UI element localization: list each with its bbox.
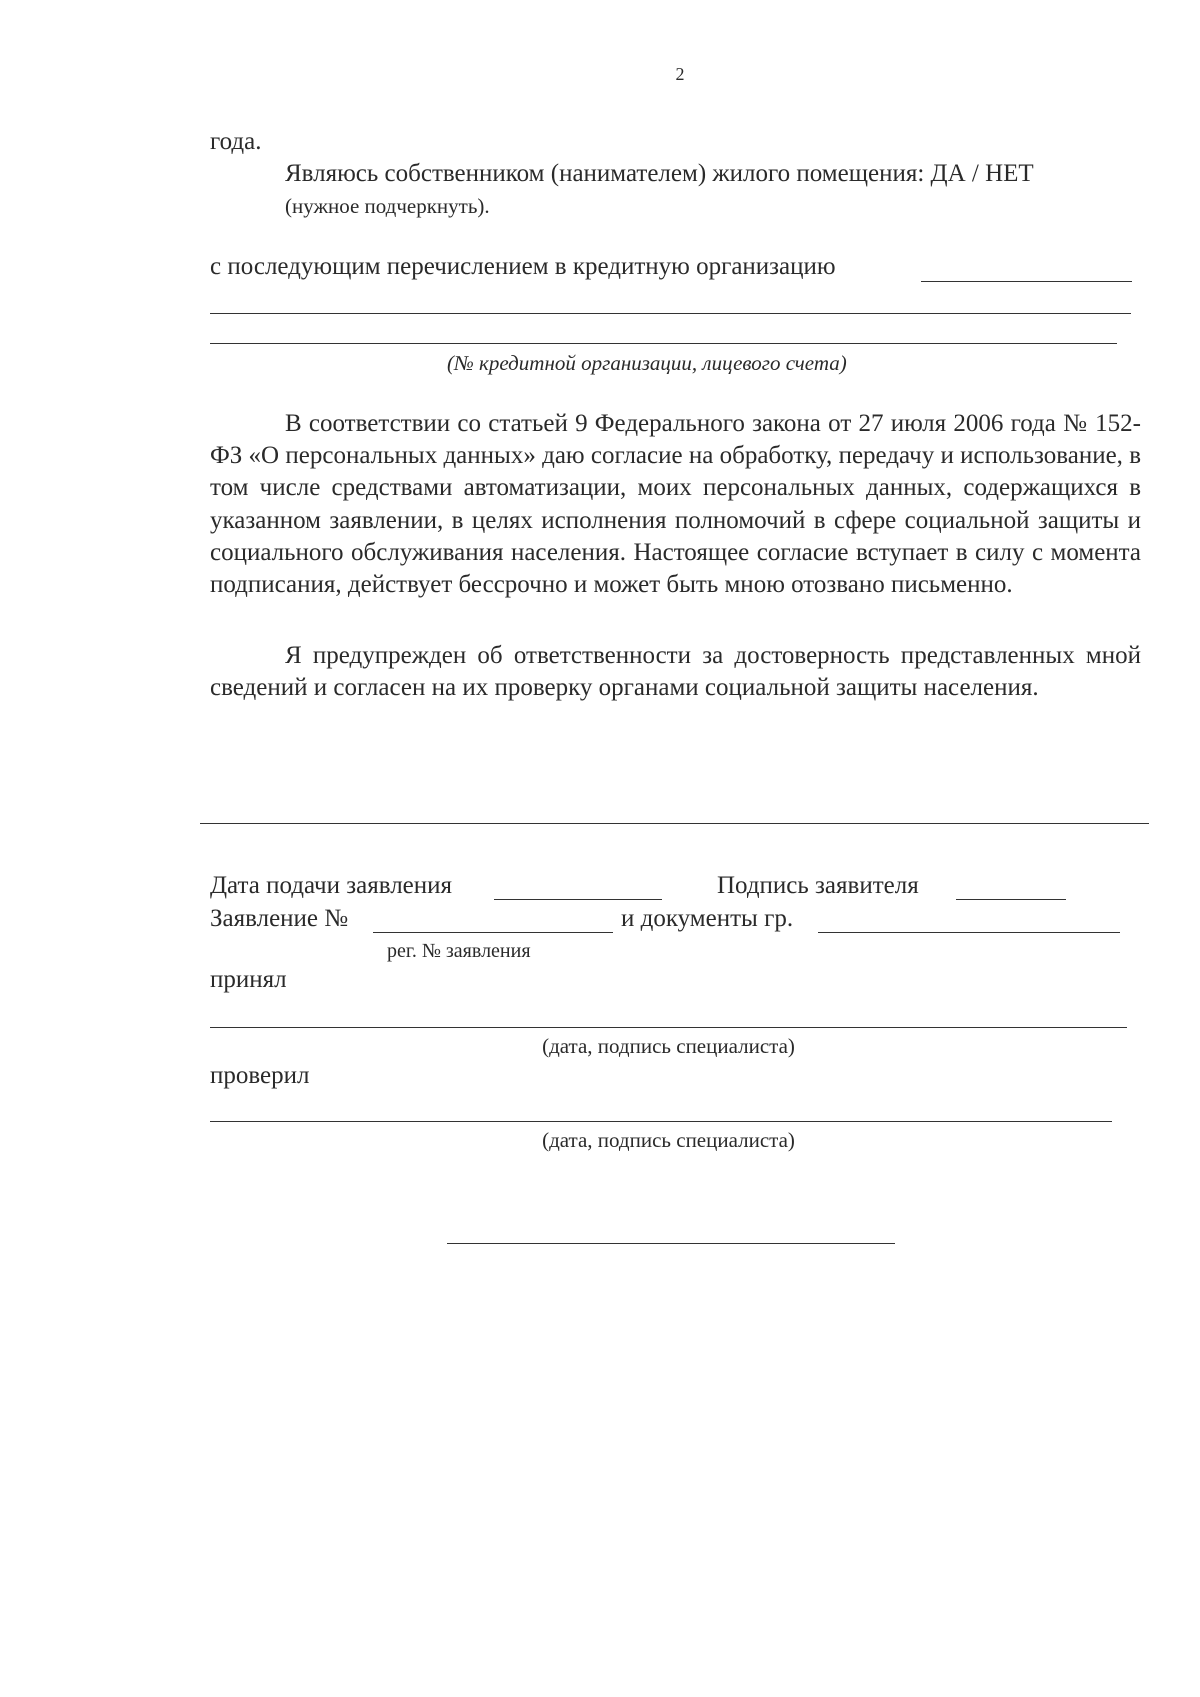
underline-hint: (нужное подчеркнуть). — [285, 194, 490, 218]
accepted-signature-field[interactable] — [210, 1027, 1127, 1028]
page-number: 2 — [675, 64, 685, 84]
application-number-field[interactable] — [373, 932, 613, 933]
documents-label: и документы гр. — [621, 905, 794, 932]
warning-paragraph: Я предупрежден об ответственности за достоверность представленных мной сведений и согласен на их проверку органами социальной защиты населения. — [210, 642, 1141, 702]
credit-org-caption: (№ кредитной организации, лицевого счета) — [447, 351, 847, 375]
consent-paragraph: В соответствии со статьей 9 Федерального закона от 27 июля 2006 года № 152-ФЗ «О персональных данных» даю согласие на обработку, передачу и использование, в том числе средствами автоматизации, моих персональных данных, содержащихся в указанном заявлении, в целях исполнения полномочий в сфере социальной защиты и социального обслуживания населения. Настоящее согласие вступает в силу с момента подписания, действует бессрочно и может быть мною отозвано письменно. — [210, 410, 1141, 599]
applicant-signature-field[interactable] — [956, 899, 1066, 900]
submission-date-field[interactable] — [494, 899, 662, 900]
section-divider — [200, 823, 1149, 824]
credit-org-blank-line-1[interactable] — [210, 313, 1131, 314]
owner-statement: Являюсь собственником (нанимателем) жилого помещения: ДА / НЕТ — [285, 160, 1034, 187]
documents-name-field[interactable] — [818, 932, 1120, 933]
accepted-caption: (дата, подпись специалиста) — [542, 1034, 795, 1058]
closing-separator-line — [447, 1243, 895, 1244]
reg-number-caption: рег. № заявления — [387, 940, 531, 962]
applicant-signature-label: Подпись заявителя — [717, 872, 919, 899]
transfer-label: с последующим перечислением в кредитную организацию — [210, 253, 836, 280]
credit-org-blank-inline[interactable] — [921, 281, 1132, 282]
credit-org-blank-line-2[interactable] — [210, 343, 1117, 344]
checked-label: проверил — [210, 1062, 310, 1089]
checked-signature-field[interactable] — [210, 1121, 1112, 1122]
application-number-label: Заявление № — [210, 905, 349, 932]
accepted-label: принял — [210, 966, 287, 993]
year-line: года. — [210, 128, 262, 155]
submission-date-label: Дата подачи заявления — [210, 872, 453, 899]
checked-caption: (дата, подпись специалиста) — [542, 1128, 795, 1152]
